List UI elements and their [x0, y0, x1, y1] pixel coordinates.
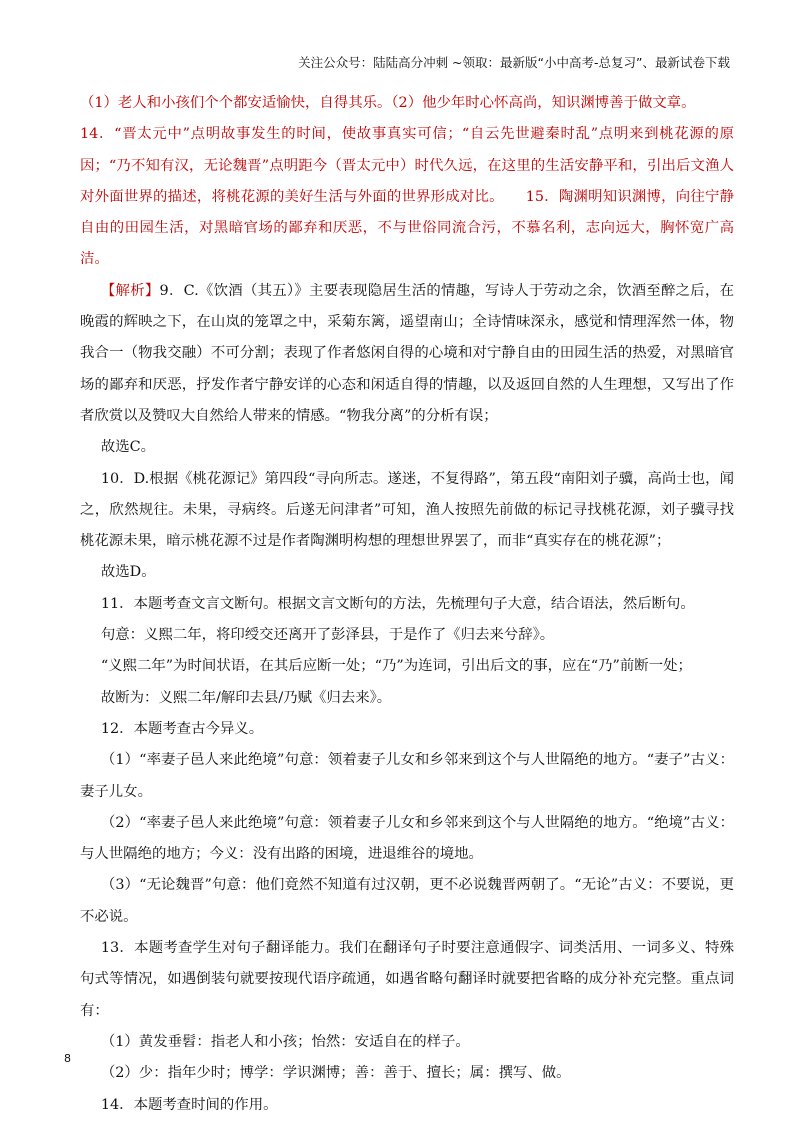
- analysis-13-1: （1）黄发垂髫：指老人和小孩；怡然：安适自在的样子。: [100, 1033, 470, 1050]
- analysis-11-meaning: 句意：义熙二年，将印绶交还离开了彭泽县，于是作了《归去来兮辞》。: [100, 627, 555, 644]
- choice-10: 故选D。: [100, 564, 156, 581]
- analysis-11-reason: “义熙二年”为时间状语，在其后应断一处；“乃”为连词，引出后文的事，应在“乃”前断一处；: [100, 658, 692, 675]
- analysis-9-text: 9．C.《饮酒（其五）》主要表现隐居生活的情趣，写诗人于劳动之余，饮酒至醉之后，在晚霞的辉映之下，在山岚的笼罩之中，采菊东篱，遥望南山；全诗情味深永，感觉和情理浑然一体，物我合一（物我交融）不可分割；表现了作者悠闲自得的心境和对宁静自由的田园生活的热爱，对黑暗官场的鄙弃和厌恶，抒发作者宁静安详的心态和闲适自得的情趣，以及返回自然的人生理想，又写出了作者欣赏以及赞叹大自然给人带来的情感。“物我分离”的分析有误；: [80, 282, 734, 424]
- analysis-12-1: （1）“率妻子邑人来此绝境”句意：领着妻子儿女和乡邻来到这个与人世隔绝的地方。“妻子”古义：妻子儿女。: [80, 752, 734, 800]
- analysis-13-2: （2）少：指年少时；博学：学识渊博；善：善于、擅长；属：撰写、做。: [100, 1065, 571, 1082]
- analysis-13: 13．本题考查学生对句子翻译能力。我们在翻译句子时要注意通假字、词类活用、一词多义、特殊句式等情况，如遇倒装句就要按现代语序疏通，如遇省略句翻译时就要把省略的成分补充完整。重点词有：: [80, 940, 734, 1019]
- analysis-9: [80, 276, 734, 432]
- analysis-12-2: （2）“率妻子邑人来此绝境”句意：领着妻子儿女和乡邻来到这个与人世隔绝的地方。“绝境”古义：与人世隔绝的地方；今义：没有出路的困境，进退维谷的境地。: [80, 814, 734, 863]
- analysis-14: 14．本题考查时间的作用。: [100, 1096, 278, 1113]
- answer-14-15: 14．“晋太元中”点明故事发生的时间，使故事真实可信；“自云先世避秦时乱”点明来到桃花源的原因；“乃不知有汉，无论魏晋”点明距今（晋太元中）时代久远，在这里的生活安静平和，引出后文渔人对外面世界的描述，将桃花源的美好生活与外面的世界形成对比。 15．陶渊明知识渊博，向往宁静自由的田园生活，对黑暗官场的鄙弃和厌恶，不与世俗同流合污，不慕名利，志向远大，胸怀宽广高洁。: [80, 126, 734, 268]
- choice-9: 故选C。: [100, 439, 156, 456]
- analysis-11-result: 故断为：义熙二年/解印去县/乃赋《归去来》。: [100, 689, 392, 706]
- analysis-tag: 【解析】: [100, 282, 160, 299]
- analysis-12: 12．本题考查古今异义。: [100, 720, 264, 737]
- answer-line-1: （1）老人和小孩们个个都安适愉快，自得其乐。（2）他少年时心怀高尚，知识渊博善于做文章。: [80, 95, 696, 111]
- analysis-10: 10．D.根据《桃花源记》第四段“寻向所志。遂迷，不复得路”，第五段“南阳刘子骥，高尚士也，闻之，欣然规往。未果，寻病终。后遂无问津者”可知，渔人按照先前做的标记寻找桃花源，刘子骥寻找桃花源未果，暗示桃花源不过是作者陶渊明构想的理想世界罢了，而非“真实存在的桃花源”；: [80, 470, 734, 550]
- analysis-12-3: （3）“无论魏晋”句意：他们竟然不知道有过汉朝，更不必说魏晋两朝了。“无论”古义：不要说，更不必说。: [80, 877, 734, 925]
- page-content: [80, 88, 734, 1121]
- page-header: 关注公众号：陆陆高分冲刺 ~领取：最新版“小中高考-总复习”、最新试卷下载: [298, 55, 730, 70]
- analysis-11: 11．本题考查文言文断句。根据文言文断句的方法，先梳理句子大意，结合语法，然后断句。: [100, 595, 695, 612]
- page-number: 8: [64, 1052, 71, 1065]
